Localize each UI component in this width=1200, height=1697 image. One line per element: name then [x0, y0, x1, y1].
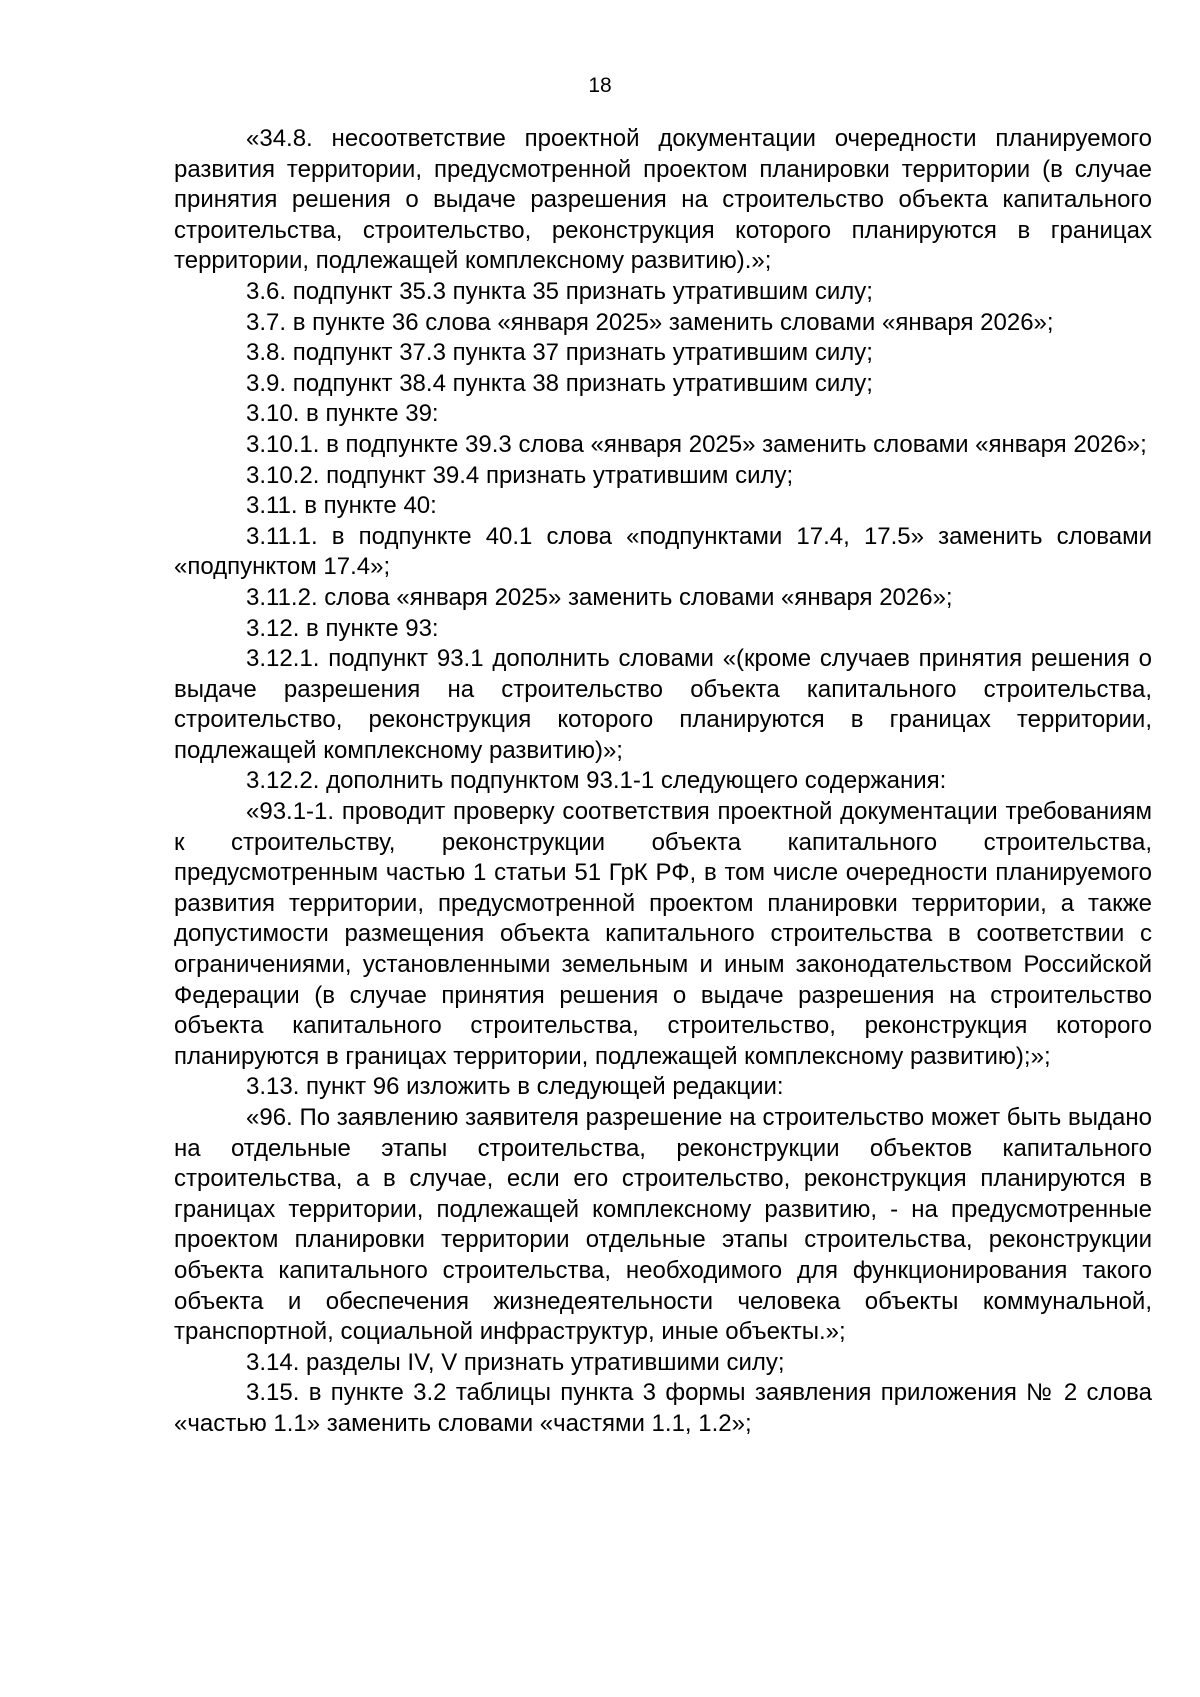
- paragraph-3-15: 3.15. в пункте 3.2 таблицы пункта 3 формы заявления приложения № 2 слова «частью 1.1» заменить словами «частями 1.1, 1.2»;: [174, 1379, 1152, 1437]
- paragraph-3-6: 3.6. подпункт 35.3 пункта 35 признать утратившим силу;: [246, 277, 873, 305]
- paragraph-3-11: 3.11. в пункте 40:: [246, 492, 437, 520]
- paragraph-3-8: 3.8. подпункт 37.3 пункта 37 признать утратившим силу;: [246, 339, 873, 367]
- paragraph-3-14: 3.14. разделы IV, V признать утратившими силу;: [246, 1348, 785, 1376]
- paragraph-3-13: 3.13. пункт 96 изложить в следующей редакции:: [246, 1073, 784, 1101]
- paragraph-93-1-1: «93.1-1. проводит проверку соответствия проектной документации требованиям к строительству, реконструкции объекта капитального строительства, предусмотренным частью 1 статьи 51 ГрК РФ, в том числе очередности планируемого развития территории, предусмотренной проектом планировки территории, а также допустимости размещения объекта капитального строительства в соответствии с ограничениями, установленными земельным и иным законодательством Российской Федерации (в случае принятия решения о выдаче разрешения на строительство объекта капитального строительства, строительство, реконструкция которого планируются в границах территории, подлежащей комплексному развитию);»;: [174, 798, 1152, 1070]
- paragraph-3-12-2: 3.12.2. дополнить подпунктом 93.1-1 следующего содержания:: [246, 767, 947, 795]
- paragraph-3-11-2: 3.11.2. слова «января 2025» заменить словами «января 2026»;: [246, 583, 953, 611]
- paragraph-3-9: 3.9. подпункт 38.4 пункта 38 признать утратившим силу;: [246, 369, 873, 397]
- document-body: [174, 124, 1152, 1440]
- paragraph-3-10: 3.10. в пункте 39:: [246, 400, 439, 428]
- paragraph-3-7: 3.7. в пункте 36 слова «января 2025» заменить словами «января 2026»;: [246, 308, 1054, 336]
- paragraph-3-11-1: 3.11.1. в подпункте 40.1 слова «подпунктами 17.4, 17.5» заменить словами «подпунктом 17.4»;: [174, 522, 1152, 581]
- paragraph-96: «96. По заявлению заявителя разрешение на строительство может быть выдано на отдельные этапы строительства, реконструкции объектов капитального строительства, а в случае, если его строительство, реконструкция планируются в границах территории, подлежащей комплексному развитию, - на предусмотренные проектом планировки территории отдельные этапы строительства, реконструкции объекта капитального строительства, необходимого для функционирования такого объекта и обеспечения жизнедеятельности человека объекты коммунальной, транспортной, социальной инфраструктур, иные объекты.»;: [174, 1104, 1152, 1346]
- paragraph-34-8: «34.8. несоответствие проектной документации очередности планируемого развития территории, предусмотренной проектом планировки территории (в случае принятия решения о выдаче разрешения на строительство объекта капитального строительства, строительство, реконструкция которого планируются в границах территории, подлежащей комплексному развитию).»;: [174, 125, 1152, 275]
- paragraph-3-10-1: 3.10.1. в подпункте 39.3 слова «января 2025» заменить словами «января 2026»;: [246, 430, 1147, 458]
- paragraph-3-10-2: 3.10.2. подпункт 39.4 признать утратившим силу;: [246, 461, 794, 489]
- paragraph-3-12: 3.12. в пункте 93:: [246, 614, 439, 642]
- paragraph-3-12-1: 3.12.1. подпункт 93.1 дополнить словами «(кроме случаев принятия решения о выдаче разрешения на строительство объекта капитального строительства, строительство, реконструкция которого планируются в границах территории, подлежащей комплексному развитию)»;: [174, 645, 1152, 764]
- page-number: 18: [588, 74, 612, 97]
